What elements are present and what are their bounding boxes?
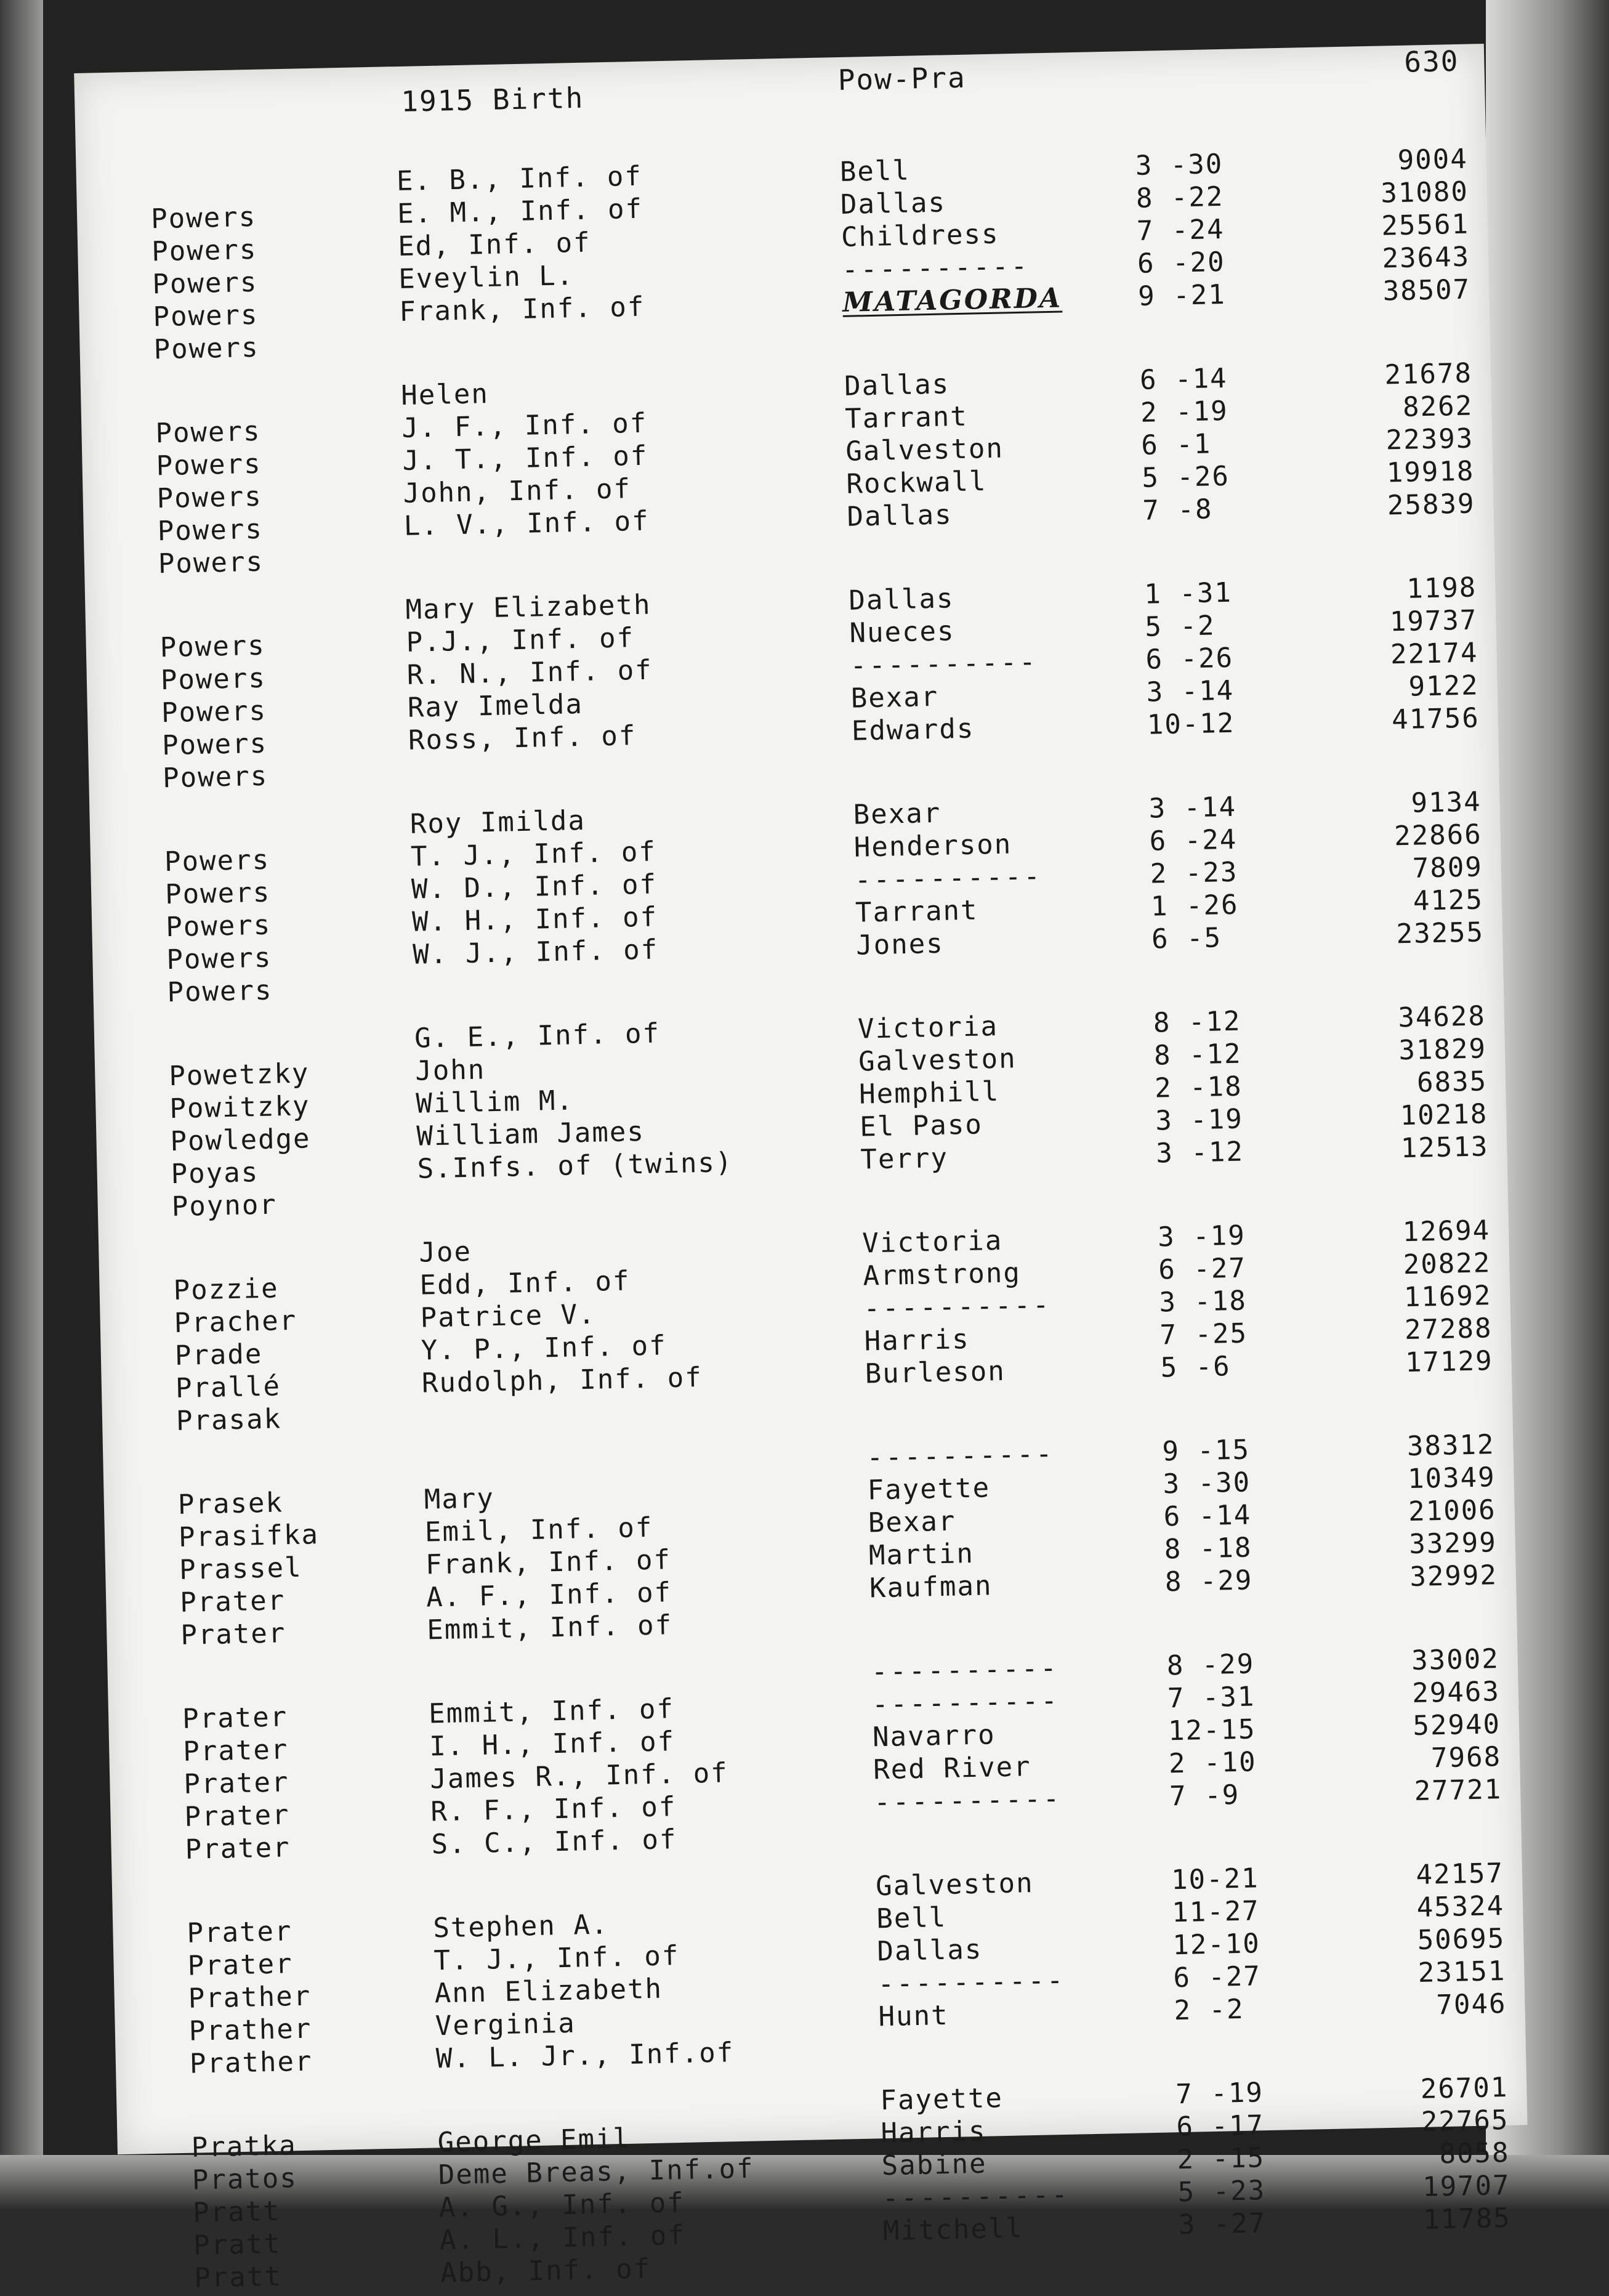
given-name-cell: Willim M.: [415, 1085, 575, 1120]
given-name-cell: [404, 543, 405, 575]
surname-cell: Prade: [174, 1338, 263, 1372]
given-name-cell: Stephen A.: [432, 1909, 609, 1944]
certificate-number-cell: 7968: [1430, 1741, 1502, 1774]
index-page: [74, 44, 1527, 2294]
surname-cell: [168, 1027, 169, 1060]
surname-cell: Powers: [159, 629, 266, 664]
surname-cell: Prather: [188, 2013, 312, 2047]
surname-cell: Powers: [156, 480, 263, 515]
county-cell: MATAGORDA: [842, 282, 1063, 318]
date-cell: 8 -12: [1153, 1038, 1242, 1072]
given-name-cell: G. E., Inf. of: [414, 1017, 661, 1054]
certificate-number-cell: 34628: [1397, 1000, 1486, 1034]
certificate-number-cell: 38312: [1406, 1429, 1495, 1463]
certificate-number-cell: 42157: [1416, 1857, 1504, 1891]
county-cell: Armstrong: [862, 1257, 1022, 1292]
certificate-number-cell: 12513: [1400, 1131, 1489, 1165]
certificate-number-cell: 25839: [1387, 488, 1475, 522]
county-cell: ----------: [854, 860, 1043, 896]
surname-cell: Prasek: [177, 1487, 284, 1521]
county-cell: Fayette: [867, 1472, 991, 1506]
county-cell: Childress: [841, 218, 1000, 253]
county-cell: Harris: [881, 2115, 987, 2149]
given-name-cell: Mary Elizabeth: [405, 589, 651, 626]
surname-cell: Powers: [153, 331, 260, 366]
given-name-cell: Abb, Inf. of: [440, 2253, 651, 2289]
date-cell: 9 -15: [1161, 1434, 1251, 1468]
county-cell: Navarro: [872, 1719, 996, 1753]
given-name-cell: T. J., Inf. of: [410, 836, 657, 873]
date-cell: 3 -30: [1135, 148, 1224, 182]
surname-cell: Powers: [157, 513, 264, 548]
date-cell: 6 -14: [1163, 1499, 1252, 1533]
date-cell: 3 -18: [1158, 1285, 1248, 1319]
county-cell: [843, 319, 844, 352]
date-cell: 7 -25: [1159, 1317, 1248, 1351]
certificate-number-cell: 8058: [1438, 2136, 1510, 2170]
given-name-cell: S.Infs. of (twins): [417, 1146, 733, 1185]
date-cell: 2 -23: [1150, 856, 1238, 890]
county-cell: ----------: [841, 250, 1030, 286]
county-cell: [870, 1604, 871, 1637]
surname-cell: Powers: [160, 662, 267, 697]
given-name-cell: T. J., Inf. of: [434, 1940, 680, 1977]
date-cell: 1 -31: [1143, 576, 1233, 610]
date-cell: 7 -8: [1142, 493, 1213, 527]
certificate-number-cell: 9004: [1397, 143, 1469, 176]
date-cell: [1152, 956, 1153, 988]
given-name-cell: Roy Imilda: [409, 804, 586, 840]
date-cell: 2 -15: [1177, 2142, 1265, 2176]
date-cell: 8 -18: [1164, 1532, 1252, 1566]
county-cell: Dallas: [848, 583, 954, 616]
surname-cell: Pozzie: [173, 1272, 280, 1307]
certificate-number-cell: 1198: [1406, 572, 1477, 605]
certificate-number-cell: [1348, 306, 1472, 341]
certificate-number-cell: 8262: [1402, 390, 1474, 423]
surname-cell: Poyas: [171, 1157, 259, 1190]
date-cell: 12-15: [1167, 1713, 1256, 1747]
given-name-cell: Emil, Inf. of: [424, 1511, 653, 1548]
surname-cell: Powers: [150, 201, 257, 235]
given-name-cell: Rudolph, Inf. of: [421, 1362, 703, 1399]
certificate-number-cell: [1357, 734, 1480, 769]
county-cell: Burleson: [865, 1355, 1006, 1390]
county-cell: Hunt: [878, 1999, 950, 2033]
county-cell: ----------: [863, 1289, 1052, 1325]
county-cell: Bexar: [868, 1505, 956, 1539]
date-cell: 7 -19: [1175, 2077, 1264, 2111]
date-cell: 6 -20: [1137, 246, 1226, 280]
surname-cell: Powers: [151, 233, 257, 268]
given-name-cell: George Emil: [437, 2122, 631, 2159]
surname-cell: Prater: [184, 1799, 291, 1833]
given-name-cell: [432, 1879, 433, 1912]
date-cell: 6 -24: [1149, 823, 1238, 857]
certificate-number-cell: 41756: [1391, 702, 1480, 736]
certificate-number-cell: 22174: [1390, 637, 1478, 671]
certificate-number-cell: 10349: [1407, 1461, 1496, 1495]
given-name-cell: J. T., Inf. of: [402, 440, 648, 477]
county-cell: Dallas: [840, 187, 946, 220]
date-cell: 8 -22: [1135, 180, 1224, 214]
county-cell: Red River: [873, 1751, 1032, 1786]
given-name-cell: William James: [416, 1115, 645, 1152]
certificate-number-cell: [1370, 1377, 1494, 1412]
certificate-number-cell: 50695: [1417, 1922, 1506, 1956]
surname-cell: Powitzky: [169, 1090, 310, 1125]
county-cell: Bexar: [850, 681, 939, 714]
county-cell: Edwards: [851, 713, 975, 747]
given-name-cell: P.J., Inf. of: [406, 622, 635, 658]
surname-cell: Prasak: [175, 1403, 282, 1437]
page-number: 630: [1403, 44, 1459, 79]
date-cell: 12-10: [1172, 1928, 1261, 1962]
certificate-number-cell: [1366, 1163, 1490, 1198]
surname-cell: Powers: [164, 844, 270, 878]
given-name-cell: Y. P., Inf. of: [421, 1330, 667, 1367]
given-name-cell: E. M., Inf. of: [397, 193, 643, 230]
county-cell: Tarrant: [844, 400, 969, 435]
date-cell: 6 -14: [1139, 362, 1228, 396]
surname-cell: Powers: [155, 415, 261, 450]
date-cell: 3 -27: [1178, 2207, 1267, 2241]
date-cell: [1156, 1170, 1157, 1203]
surname-cell: Prater: [185, 1832, 291, 1866]
date-cell: 9 -21: [1137, 278, 1227, 312]
certificate-number-cell: [1361, 948, 1485, 984]
certificate-number-cell: 27288: [1404, 1312, 1493, 1346]
surname-cell: Powers: [162, 760, 268, 794]
given-name-cell: J. F., Inf. of: [401, 407, 648, 444]
certificate-number-cell: 33002: [1411, 1643, 1500, 1677]
surname-cell: Prallé: [175, 1370, 281, 1404]
surname-cell: Prater: [182, 1734, 289, 1768]
given-name-cell: Ray Imelda: [407, 688, 584, 724]
given-name-cell: Ann Elizabeth: [434, 1973, 663, 2010]
given-name-cell: E. B., Inf. of: [396, 160, 643, 198]
date-cell: 6 -1: [1140, 428, 1212, 461]
certificate-number-cell: 10218: [1400, 1098, 1488, 1132]
certificate-number-cell: 23255: [1396, 916, 1485, 950]
surname-cell: Powers: [151, 266, 258, 301]
county-cell: ----------: [877, 1964, 1066, 2000]
date-cell: 6 -27: [1172, 1960, 1262, 1994]
certificate-number-cell: 27721: [1414, 1774, 1502, 1808]
date-cell: 7 -24: [1136, 213, 1225, 247]
certificate-number-cell: 21678: [1384, 357, 1473, 391]
county-cell: [883, 2247, 884, 2280]
certificate-number-cell: 23643: [1382, 241, 1470, 275]
given-name-cell: Mary: [424, 1482, 495, 1516]
county-cell: ----------: [871, 1652, 1060, 1688]
county-cell: ----------: [873, 1783, 1062, 1819]
certificate-number-cell: 29463: [1411, 1676, 1501, 1710]
certificate-number-cell: 52940: [1412, 1708, 1501, 1742]
certificate-number-cell: [1388, 2234, 1512, 2270]
given-name-cell: John: [414, 1054, 486, 1087]
given-name-cell: [423, 1451, 424, 1484]
county-cell: Galveston: [875, 1867, 1034, 1902]
date-cell: 8 -29: [1166, 1648, 1255, 1682]
county-cell: Bexar: [853, 797, 942, 831]
surname-cell: [190, 2099, 191, 2132]
certificate-number-cell: 38507: [1382, 273, 1471, 307]
given-name-cell: W. J., Inf. of: [412, 934, 659, 971]
date-cell: 7 -9: [1169, 1779, 1240, 1813]
date-cell: 11-27: [1171, 1895, 1260, 1929]
county-cell: [874, 1819, 875, 1851]
certificate-number-cell: 25561: [1381, 208, 1470, 242]
date-cell: 3 -30: [1163, 1466, 1251, 1500]
certificate-number-cell: 17129: [1405, 1345, 1494, 1379]
given-name-cell: W. L. Jr., Inf.of: [435, 2037, 735, 2075]
county-cell: Mitchell: [882, 2212, 1024, 2247]
surname-cell: Pratt: [193, 2228, 282, 2262]
given-name-cell: L. V., Inf. of: [403, 505, 650, 542]
given-name-cell: A. F., Inf. of: [425, 1577, 672, 1614]
county-cell: Harris: [864, 1323, 970, 1357]
county-cell: Nueces: [849, 615, 956, 649]
county-cell: [847, 533, 848, 566]
certificate-number-cell: 22866: [1393, 819, 1483, 852]
surname-cell: [163, 813, 164, 846]
date-cell: 3 -19: [1157, 1219, 1246, 1253]
certificate-number-cell: 22765: [1421, 2104, 1509, 2138]
county-cell: Rockwall: [845, 466, 987, 500]
given-name-cell: Emmit, Inf. of: [426, 1609, 673, 1646]
date-cell: 8 -29: [1164, 1564, 1253, 1598]
given-name-cell: Patrice V.: [420, 1298, 597, 1334]
given-name-cell: [417, 1186, 418, 1218]
given-name-cell: A. G., Inf. of: [438, 2186, 685, 2224]
surname-cell: [150, 170, 151, 203]
page-name-range: Pow-Pra: [837, 60, 967, 97]
surname-cell: Prater: [179, 1585, 286, 1619]
surname-cell: Pratt: [193, 2260, 283, 2294]
surname-cell: Powers: [161, 727, 268, 762]
certificate-number-cell: 11785: [1422, 2202, 1512, 2236]
certificate-number-cell: 9134: [1411, 786, 1482, 819]
surname-cell: Pratka: [191, 2130, 297, 2164]
date-cell: 10-21: [1171, 1862, 1260, 1896]
county-cell: Jones: [855, 928, 945, 961]
surname-cell: Prasifka: [178, 1519, 320, 1553]
county-cell: Tarrant: [855, 894, 979, 929]
certificate-number-cell: 19918: [1386, 455, 1475, 489]
date-cell: 6 -17: [1175, 2109, 1265, 2143]
certificate-number-cell: 23151: [1417, 1955, 1506, 1989]
county-cell: ----------: [866, 1438, 1055, 1474]
surname-cell: Powers: [165, 909, 272, 944]
date-cell: 7 -31: [1167, 1681, 1256, 1715]
date-cell: 6 -26: [1145, 642, 1234, 676]
county-cell: Victoria: [861, 1224, 1003, 1259]
given-name-cell: S. C., Inf. of: [431, 1824, 677, 1861]
surname-cell: Powetzky: [168, 1057, 310, 1093]
given-name-cell: Verginia: [435, 2007, 576, 2042]
surname-cell: Prather: [188, 1980, 312, 2015]
county-cell: Sabine: [881, 2148, 988, 2182]
date-cell: 6 -5: [1151, 922, 1222, 955]
date-cell: [1174, 2027, 1175, 2060]
scan-left-edge: [0, 0, 43, 2210]
county-cell: ----------: [871, 1685, 1060, 1721]
surname-cell: Powers: [156, 448, 262, 482]
date-cell: 2 -2: [1173, 1993, 1245, 2027]
date-cell: 5 -6: [1160, 1351, 1232, 1384]
date-cell: 3 -14: [1148, 791, 1237, 825]
date-cell: 5 -2: [1144, 610, 1216, 643]
surname-cell: Pratt: [192, 2195, 281, 2229]
certificate-number-cell: [1374, 1591, 1498, 1627]
certificate-number-cell: 22393: [1385, 422, 1474, 456]
county-cell: [865, 1391, 866, 1423]
surname-cell: Powers: [153, 299, 259, 333]
certificate-number-cell: 9122: [1408, 669, 1480, 703]
county-cell: Bell: [876, 1901, 947, 1935]
date-cell: 8 -12: [1153, 1005, 1241, 1039]
certificate-number-cell: 7809: [1412, 851, 1483, 884]
given-name-cell: Helen: [400, 378, 490, 411]
date-cell: 6 -27: [1158, 1252, 1247, 1286]
given-name-cell: Frank, Inf. of: [425, 1544, 672, 1581]
given-name-cell: R. N., Inf. of: [406, 654, 653, 691]
county-cell: Galveston: [845, 432, 1004, 467]
given-name-cell: Ed, Inf. of: [397, 227, 592, 263]
county-cell: El Paso: [859, 1109, 983, 1143]
county-cell: Terry: [860, 1142, 949, 1176]
surname-cell: Prather: [189, 2045, 313, 2080]
certificate-number-cell: 31829: [1398, 1033, 1487, 1067]
date-cell: 2 -10: [1168, 1746, 1257, 1780]
certificate-number-cell: 6835: [1416, 1065, 1488, 1099]
given-name-cell: Frank, Inf. of: [398, 291, 645, 328]
given-name-cell: W. H., Inf. of: [411, 901, 658, 938]
county-cell: Henderson: [853, 828, 1012, 863]
surname-cell: Prater: [182, 1701, 288, 1735]
certificate-number-cell: [1352, 520, 1476, 555]
certificate-number-cell: 26701: [1420, 2071, 1509, 2105]
county-cell: Dallas: [847, 499, 953, 533]
given-name-cell: Edd, Inf. of: [419, 1265, 631, 1301]
certificate-number-cell: 4125: [1413, 884, 1484, 917]
surname-cell: Poynor: [171, 1189, 278, 1223]
surname-cell: Pratos: [192, 2162, 298, 2196]
given-name-cell: W. D., Inf. of: [411, 868, 658, 905]
surname-cell: [172, 1242, 173, 1274]
county-cell: Fayette: [879, 2082, 1004, 2117]
certificate-number-cell: 45324: [1416, 1890, 1505, 1923]
certificate-number-cell: [1384, 2020, 1507, 2055]
county-cell: Dallas: [876, 1933, 983, 1968]
certificate-number-cell: 19737: [1389, 604, 1478, 638]
certificate-number-cell: 19707: [1422, 2169, 1511, 2203]
given-name-cell: James R., Inf. of: [429, 1757, 729, 1795]
certificate-number-cell: 11692: [1403, 1280, 1492, 1314]
given-name-cell: John, Inf. of: [403, 473, 632, 509]
surname-cell: Powledge: [170, 1123, 312, 1158]
certificate-number-cell: 20822: [1403, 1247, 1491, 1281]
date-cell: 5 -23: [1177, 2175, 1266, 2209]
county-cell: ----------: [882, 2178, 1071, 2215]
surname-cell: Powers: [164, 876, 271, 911]
surname-cell: Prater: [187, 1915, 292, 1949]
surname-cell: Powers: [158, 546, 264, 580]
surname-cell: Prater: [187, 1948, 294, 1982]
given-name-cell: Joe: [418, 1235, 472, 1269]
given-name-cell: Eveylin L.: [398, 260, 575, 296]
date-cell: [1170, 1813, 1171, 1845]
county-cell: Hemphill: [858, 1075, 1000, 1110]
surname-cell: [186, 1885, 187, 1917]
date-cell: 1 -26: [1150, 889, 1239, 923]
surname-cell: Powers: [166, 942, 272, 976]
given-name-cell: R. F., Inf. of: [430, 1791, 677, 1828]
given-name-cell: Ross, Inf. of: [408, 720, 637, 756]
page-year-title: 1915 Birth: [400, 81, 584, 118]
given-name-cell: Deme Breas, Inf.of: [438, 2152, 755, 2191]
date-cell: 3 -12: [1155, 1136, 1244, 1170]
county-cell: Dallas: [844, 368, 950, 402]
certificate-number-cell: 31080: [1380, 176, 1469, 209]
certificate-number-cell: 32992: [1409, 1559, 1498, 1593]
county-cell: Bell: [839, 155, 911, 188]
certificate-number-cell: [1379, 1806, 1503, 1841]
date-cell: 10-12: [1147, 707, 1235, 741]
certificate-number-cell: 21006: [1408, 1494, 1497, 1528]
date-cell: 2 -18: [1154, 1070, 1243, 1104]
surname-cell: Powers: [167, 974, 273, 1009]
date-cell: 3 -14: [1146, 674, 1235, 708]
given-name-cell: I. H., Inf. of: [429, 1726, 675, 1763]
given-name-cell: A. L., Inf. of: [439, 2219, 686, 2257]
surname-cell: Prassel: [179, 1551, 303, 1586]
surname-cell: Prater: [183, 1766, 289, 1800]
certificate-number-cell: 12694: [1402, 1215, 1491, 1248]
county-cell: Victoria: [857, 1010, 999, 1045]
given-name-cell: [413, 971, 414, 1004]
date-cell: [1147, 742, 1148, 774]
certificate-number-cell: 7046: [1435, 1987, 1507, 2021]
county-cell: Galveston: [858, 1043, 1017, 1078]
date-cell: 2 -19: [1140, 395, 1229, 429]
given-name-cell: [428, 1665, 429, 1698]
surname-cell: Pracher: [174, 1304, 297, 1340]
county-cell: ----------: [850, 646, 1039, 682]
county-cell: Kaufman: [869, 1570, 993, 1604]
date-cell: 5 -26: [1141, 460, 1230, 494]
certificate-number-cell: 33299: [1408, 1527, 1498, 1561]
date-cell: 3 -19: [1155, 1103, 1244, 1137]
given-name-cell: Emmit, Inf. of: [428, 1693, 675, 1730]
surname-cell: Powers: [161, 695, 267, 729]
surname-cell: Prater: [180, 1617, 286, 1651]
county-cell: Martin: [868, 1537, 975, 1572]
